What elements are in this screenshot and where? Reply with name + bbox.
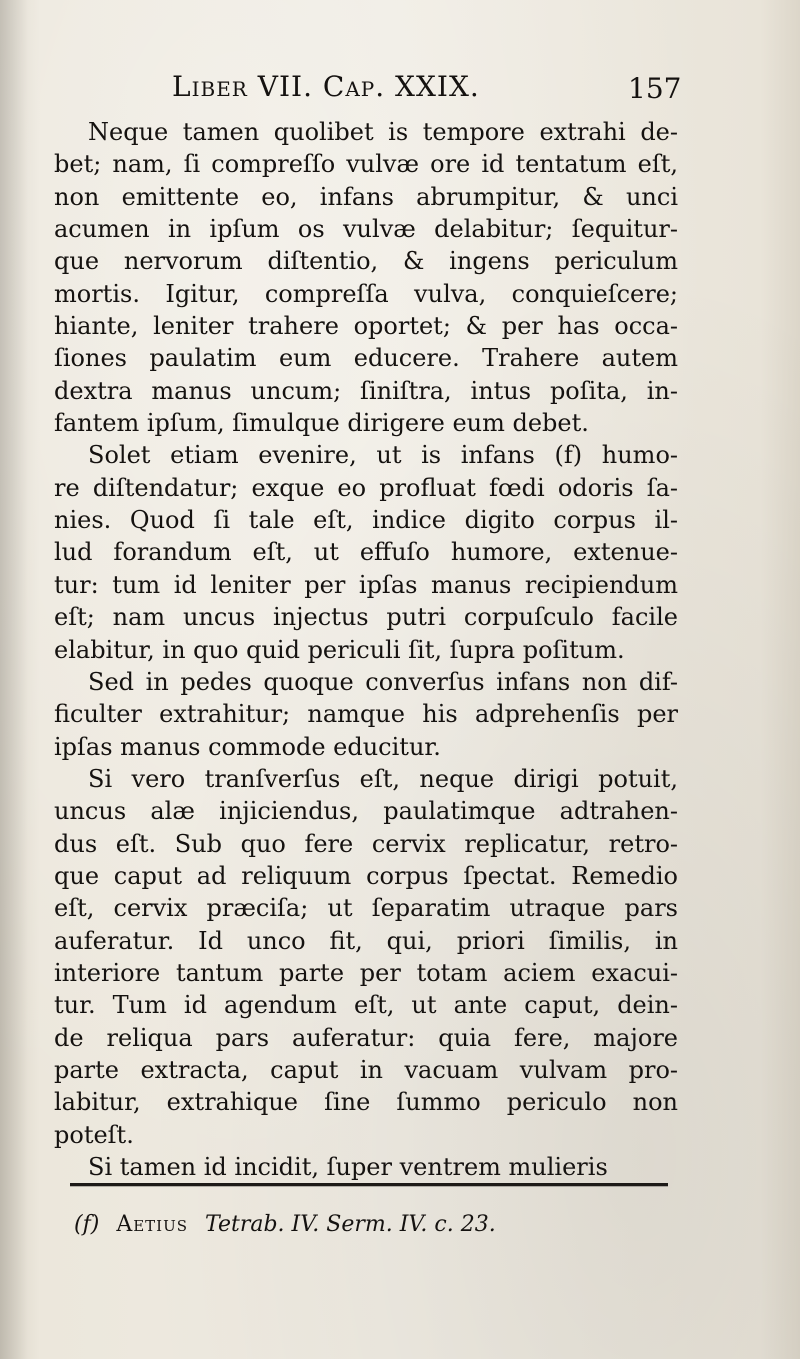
text-line: que caput ad reliquum corpus ſpectat. Remedio	[54, 861, 678, 890]
text-line: eſt, cervix præciſa; ut ſeparatim utraque pars	[54, 894, 678, 923]
text-line: mortis. Igitur, compreſſa vulva, conquieſcere;	[54, 279, 678, 308]
text-line: Solet etiam evenire, ut is infans (f) humo-	[88, 441, 678, 470]
text-line: hiante, leniter trahere oportet; & per has occa-	[54, 312, 678, 341]
text-line: labitur, extrahique ſine ſummo periculo non	[54, 1088, 678, 1117]
text-line: ipſas manus commode educitur.	[54, 732, 441, 761]
text-line: fantem ipſum, ſimulque dirigere eum debet.	[54, 409, 589, 438]
text-line: Si tamen id incidit, ſuper ventrem mulieris	[88, 1153, 608, 1181]
running-head: Liber VII. Cap. XXIX.	[172, 70, 480, 103]
page-number: 157	[628, 72, 682, 105]
paragraph	[54, 763, 678, 1151]
text-line: poteſt.	[54, 1120, 134, 1149]
text-line: Sed in pedes quoque converſus infans non dif-	[88, 667, 678, 696]
paragraph	[54, 666, 678, 763]
text-line: dextra manus uncum; ſiniſtra, intus poſita, in-	[54, 376, 678, 405]
footnote	[74, 1212, 496, 1237]
text-line: non emittente eo, infans abrumpitur, & unci	[54, 182, 678, 211]
text-line: eſt; nam uncus injectus putri corpuſculo facile	[54, 603, 678, 632]
text-line: ficulter extrahitur; namque his adprehenſis per	[54, 700, 678, 729]
text-line: tur. Tum id agendum eſt, ut ante caput, dein-	[54, 991, 678, 1020]
body-text	[54, 116, 678, 1183]
text-line: tur: tum id leniter per ipſas manus recipiendum	[54, 570, 678, 599]
text-line: de reliqua pars auferatur: quia fere, majore	[54, 1023, 678, 1052]
text-line: elabitur, in quo quid periculi ſit, ſupra poſitum.	[54, 635, 625, 664]
text-line: dus eſt. Sub quo fere cervix replicatur, retro-	[54, 829, 678, 858]
text-line: bet; nam, ſi compreſſo vulvæ ore id tentatum eſt,	[54, 150, 678, 179]
text-line: que nervorum diſtentio, & ingens periculum	[54, 247, 678, 276]
text-line: acumen in ipſum os vulvæ delabitur; ſequitur-	[54, 215, 678, 244]
paragraph	[54, 1151, 678, 1183]
text-line: Si vero tranſverſus eſt, neque dirigi potuit,	[88, 764, 678, 793]
footnote-mark: (f)	[74, 1212, 100, 1237]
text-line: lud forandum eſt, ut effuſo humore, extenue-	[54, 538, 678, 567]
text-line: nies. Quod ſi tale eſt, indice digito corpus il-	[54, 506, 678, 535]
paragraph	[54, 116, 678, 439]
footnote-reference: Tetrab. IV. Serm. IV. c. 23.	[205, 1212, 496, 1237]
text-line: auferatur. Id unco fit, qui, priori ſimilis, in	[54, 926, 678, 955]
page-edge-shadow	[0, 0, 28, 1359]
text-line: uncus alæ injiciendus, paulatimque adtrahen-	[54, 797, 678, 826]
footnote-author: Aetius	[116, 1212, 188, 1237]
text-line: interiore tantum parte per totam aciem exacui-	[54, 958, 678, 987]
paragraph	[54, 439, 678, 665]
text-line: Neque tamen quolibet is tempore extrahi de-	[88, 118, 678, 146]
text-line: re diſtendatur; exque eo profluat fœdi odoris ſa-	[54, 473, 678, 502]
footnote-rule	[70, 1183, 668, 1186]
text-line: parte extracta, caput in vacuam vulvam pro-	[54, 1055, 678, 1084]
text-line: ſiones paulatim eum educere. Trahere autem	[54, 344, 678, 373]
page-header	[0, 70, 800, 110]
